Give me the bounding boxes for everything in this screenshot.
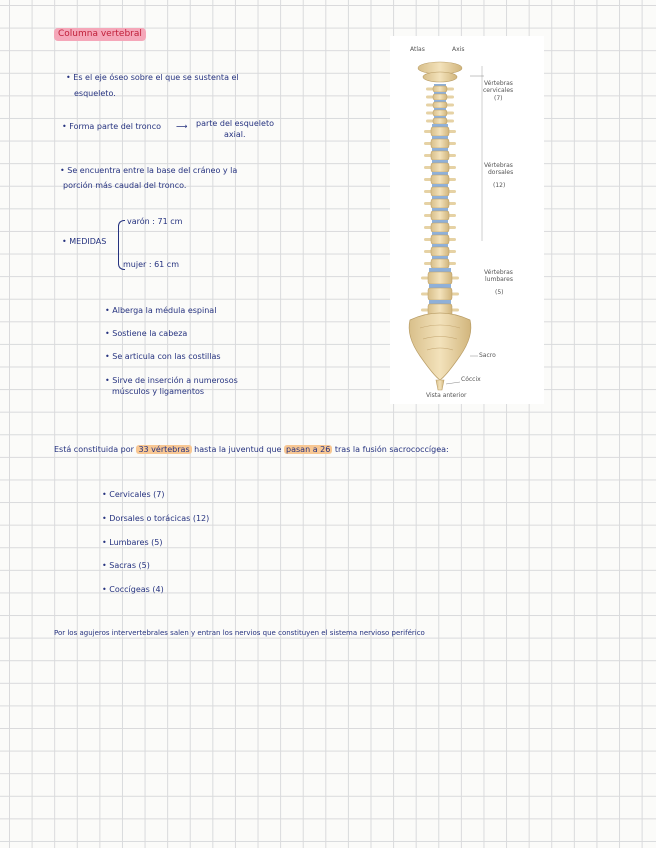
intervertebral-disc: [434, 84, 446, 86]
intervertebral-disc: [434, 100, 446, 102]
vertebra-body: [431, 163, 449, 172]
vertebra-body: [431, 247, 449, 256]
vertebra-body: [433, 94, 447, 100]
function-item-continuation: músculos y ligamentos: [112, 387, 205, 396]
intervertebral-disc: [432, 256, 448, 259]
vertebra-body: [433, 102, 447, 108]
label-coccix: Cóccix: [461, 376, 481, 383]
nerves-sentence: Por los agujeros intervertebrales salen y entran los nervios que constituyen el sistema nervioso periférico: [54, 629, 425, 637]
vertebra-item: • Cervicales (7): [102, 490, 165, 499]
label-lumbar-n: (5): [495, 289, 504, 296]
vertebra-body: [431, 235, 449, 244]
spine-drawing: [390, 36, 544, 404]
vertebra-body: [431, 187, 449, 196]
sentence-part: Está constituida por: [54, 445, 137, 454]
vertebra-body: [431, 139, 449, 148]
page-title: Columna vertebral: [54, 28, 146, 41]
medidas-mujer: mujer : 61 cm: [123, 260, 179, 269]
vertebra-body: [431, 259, 449, 268]
vertebra-item: • Coccígeas (4): [102, 585, 164, 594]
intervertebral-disc: [434, 92, 446, 94]
label-sacro: Sacro: [479, 352, 496, 359]
vertebra-body: [428, 272, 452, 284]
intervertebral-disc: [432, 184, 448, 187]
label-cervical-2: cervicales: [483, 87, 514, 94]
intervertebral-disc: [432, 160, 448, 163]
label-atlas: Atlas: [410, 46, 425, 53]
intervertebral-disc: [432, 136, 448, 139]
vertebra-body: [433, 110, 447, 116]
label-view: Vista anterior: [426, 392, 467, 399]
function-item: • Sostiene la cabeza: [105, 329, 188, 338]
label-dorsal-1: Vértebras: [484, 162, 513, 169]
bullet-trunk: • Forma parte del tronco: [62, 122, 162, 131]
intervertebral-disc: [432, 208, 448, 211]
intervertebral-disc: [434, 116, 446, 118]
intervertebral-disc: [429, 300, 451, 304]
vertebra-body: [431, 127, 449, 136]
label-lumbar-2: lumbares: [485, 276, 513, 283]
intervertebral-disc: [432, 220, 448, 223]
intervertebral-disc: [434, 108, 446, 110]
vertebra-body: [428, 288, 452, 300]
intervertebral-disc: [432, 172, 448, 175]
vertebra-body: [433, 86, 447, 92]
intervertebral-disc: [432, 148, 448, 151]
label-axis: Axis: [452, 46, 465, 53]
intervertebral-disc: [429, 284, 451, 288]
function-item: • Sirve de inserción a numerosos: [105, 376, 238, 385]
vertebra-body: [433, 118, 447, 124]
intervertebral-disc: [429, 268, 451, 272]
vertebra-body: [431, 211, 449, 220]
highlight-33-vertebras: 33 vértebras: [138, 445, 190, 454]
function-item: • Alberga la médula espinal: [105, 306, 217, 315]
vertebra-body: [431, 199, 449, 208]
sentence-part: hasta la juventud que: [191, 445, 285, 454]
intervertebral-disc: [432, 244, 448, 247]
composition-sentence: [54, 444, 449, 455]
intervertebral-disc: [432, 196, 448, 199]
intervertebral-disc: [432, 124, 448, 127]
intervertebral-disc: [432, 232, 448, 235]
vertebra-item: • Lumbares (5): [102, 538, 163, 547]
label-cervical-1: Vértebras: [484, 80, 513, 87]
medidas-varon: varón : 71 cm: [127, 217, 183, 226]
bullet-trunk-result-line1: parte del esqueleto: [196, 119, 274, 128]
bullet-trunk-result-line2: axial.: [224, 130, 246, 139]
sentence-part: tras la fusión sacrococcígea:: [332, 445, 449, 454]
vertebra-body: [431, 223, 449, 232]
vertebra-body: [431, 151, 449, 160]
function-item: • Se articula con las costillas: [105, 352, 221, 361]
label-dorsal-2: dorsales: [488, 169, 514, 176]
vertebra-body: [431, 175, 449, 184]
arrow-icon: ⟶: [176, 122, 188, 131]
bullet-definition-line1: • Es el eje óseo sobre el que se sustenta el: [66, 73, 239, 82]
bullet-location-line2: porción más caudal del tronco.: [63, 181, 187, 190]
spine-illustration: [390, 36, 544, 404]
bullet-location-line1: • Se encuentra entre la base del cráneo y la: [60, 166, 238, 175]
medidas-label: • MEDIDAS: [62, 237, 107, 246]
vertebra-item: • Sacras (5): [102, 561, 150, 570]
label-lumbar-1: Vértebras: [484, 269, 513, 276]
vertebra-item: • Dorsales o torácicas (12): [102, 514, 210, 523]
bullet-definition-line2: esqueleto.: [74, 89, 116, 98]
label-dorsal-n: (12): [493, 182, 506, 189]
highlight-26: pasan a 26: [286, 445, 331, 454]
label-cervical-n: (7): [494, 95, 503, 102]
